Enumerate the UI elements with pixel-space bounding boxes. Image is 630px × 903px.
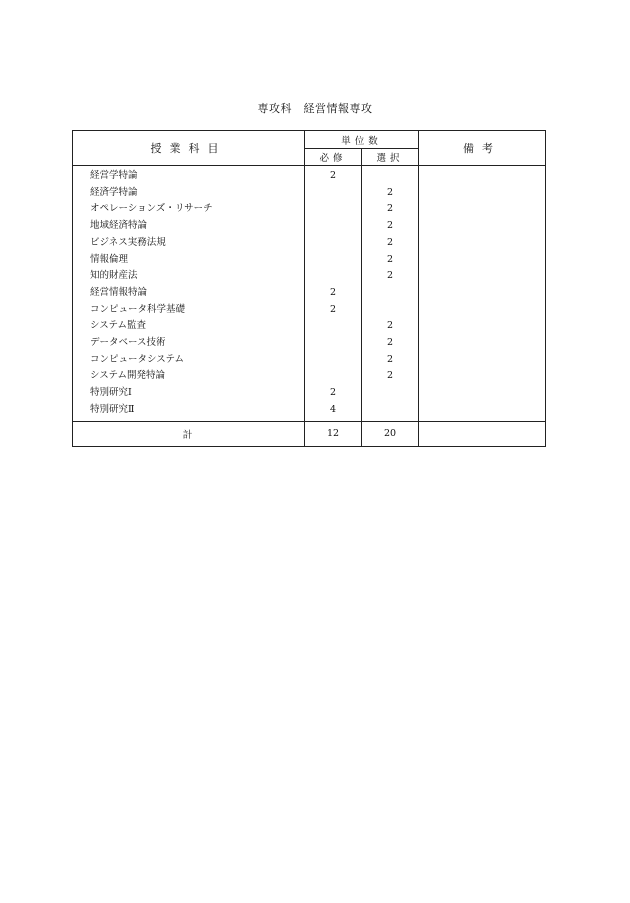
header-subject: 授業科目 — [73, 131, 305, 166]
remarks-cell — [419, 252, 546, 269]
remarks-cell — [419, 318, 546, 335]
subject-cell: ビジネス実務法規 — [73, 235, 305, 252]
table-row — [73, 385, 546, 402]
required-credits-cell — [305, 235, 362, 252]
remarks-cell — [419, 385, 546, 402]
remarks-cell — [419, 368, 546, 385]
table-row — [73, 268, 546, 285]
remarks-cell — [419, 302, 546, 319]
subject-cell: オペレーションズ・リサーチ — [73, 201, 305, 218]
total-remarks — [419, 421, 546, 446]
remarks-cell — [419, 268, 546, 285]
remarks-cell — [419, 285, 546, 302]
subject-cell: 地域経済特論 — [73, 218, 305, 235]
header-required: 必修 — [305, 149, 362, 166]
elective-credits-cell: 2 — [362, 218, 419, 235]
elective-credits-cell: 2 — [362, 235, 419, 252]
subject-cell: 経済学特論 — [73, 185, 305, 202]
remarks-cell — [419, 335, 546, 352]
elective-credits-cell: 2 — [362, 252, 419, 269]
required-credits-cell — [305, 252, 362, 269]
table-row — [73, 185, 546, 202]
required-credits-cell: 2 — [305, 302, 362, 319]
required-credits-cell: 2 — [305, 285, 362, 302]
table-row — [73, 218, 546, 235]
subject-cell: 特別研究Ⅰ — [73, 385, 305, 402]
elective-credits-cell: 2 — [362, 352, 419, 369]
table-row — [73, 335, 546, 352]
required-credits-cell — [305, 335, 362, 352]
required-credits-cell — [305, 352, 362, 369]
table-row — [73, 166, 546, 185]
required-credits-cell: 2 — [305, 166, 362, 185]
elective-credits-cell — [362, 302, 419, 319]
remarks-cell — [419, 185, 546, 202]
table-body — [73, 166, 546, 422]
required-credits-cell — [305, 268, 362, 285]
required-credits-cell — [305, 368, 362, 385]
elective-credits-cell: 2 — [362, 368, 419, 385]
subject-cell: システム開発特論 — [73, 368, 305, 385]
table-row — [73, 402, 546, 421]
required-credits-cell — [305, 218, 362, 235]
elective-credits-cell: 2 — [362, 335, 419, 352]
header-credits: 単位数 — [305, 131, 419, 149]
required-credits-cell — [305, 318, 362, 335]
table-row — [73, 252, 546, 269]
required-credits-cell — [305, 185, 362, 202]
remarks-cell — [419, 201, 546, 218]
subject-cell: コンピュータ科学基礎 — [73, 302, 305, 319]
subject-cell: 特別研究Ⅱ — [73, 402, 305, 421]
required-credits-cell: 4 — [305, 402, 362, 421]
elective-credits-cell: 2 — [362, 268, 419, 285]
table-row — [73, 235, 546, 252]
total-elective: 20 — [362, 421, 419, 446]
subject-cell: 経営情報特論 — [73, 285, 305, 302]
remarks-cell — [419, 402, 546, 421]
table-row — [73, 352, 546, 369]
subject-cell: システム監査 — [73, 318, 305, 335]
required-credits-cell — [305, 201, 362, 218]
elective-credits-cell: 2 — [362, 185, 419, 202]
header-elective: 選択 — [362, 149, 419, 166]
total-row — [73, 421, 546, 446]
total-required: 12 — [305, 421, 362, 446]
table-row — [73, 368, 546, 385]
elective-credits-cell — [362, 402, 419, 421]
elective-credits-cell: 2 — [362, 201, 419, 218]
remarks-cell — [419, 235, 546, 252]
elective-credits-cell — [362, 166, 419, 185]
required-credits-cell: 2 — [305, 385, 362, 402]
curriculum-table — [72, 130, 546, 447]
subject-cell: コンピュータシステム — [73, 352, 305, 369]
document-title: 専攻科 経営情報専攻 — [257, 102, 373, 115]
elective-credits-cell — [362, 285, 419, 302]
table-row — [73, 302, 546, 319]
subject-cell: 情報倫理 — [73, 252, 305, 269]
header-remarks: 備考 — [419, 131, 546, 166]
remarks-cell — [419, 352, 546, 369]
table-row — [73, 285, 546, 302]
subject-cell: データベース技術 — [73, 335, 305, 352]
elective-credits-cell: 2 — [362, 318, 419, 335]
subject-cell: 知的財産法 — [73, 268, 305, 285]
remarks-cell — [419, 166, 546, 185]
remarks-cell — [419, 218, 546, 235]
subject-cell: 経営学特論 — [73, 166, 305, 185]
elective-credits-cell — [362, 385, 419, 402]
table-row — [73, 201, 546, 218]
table-row — [73, 318, 546, 335]
total-label: 計 — [73, 421, 305, 446]
